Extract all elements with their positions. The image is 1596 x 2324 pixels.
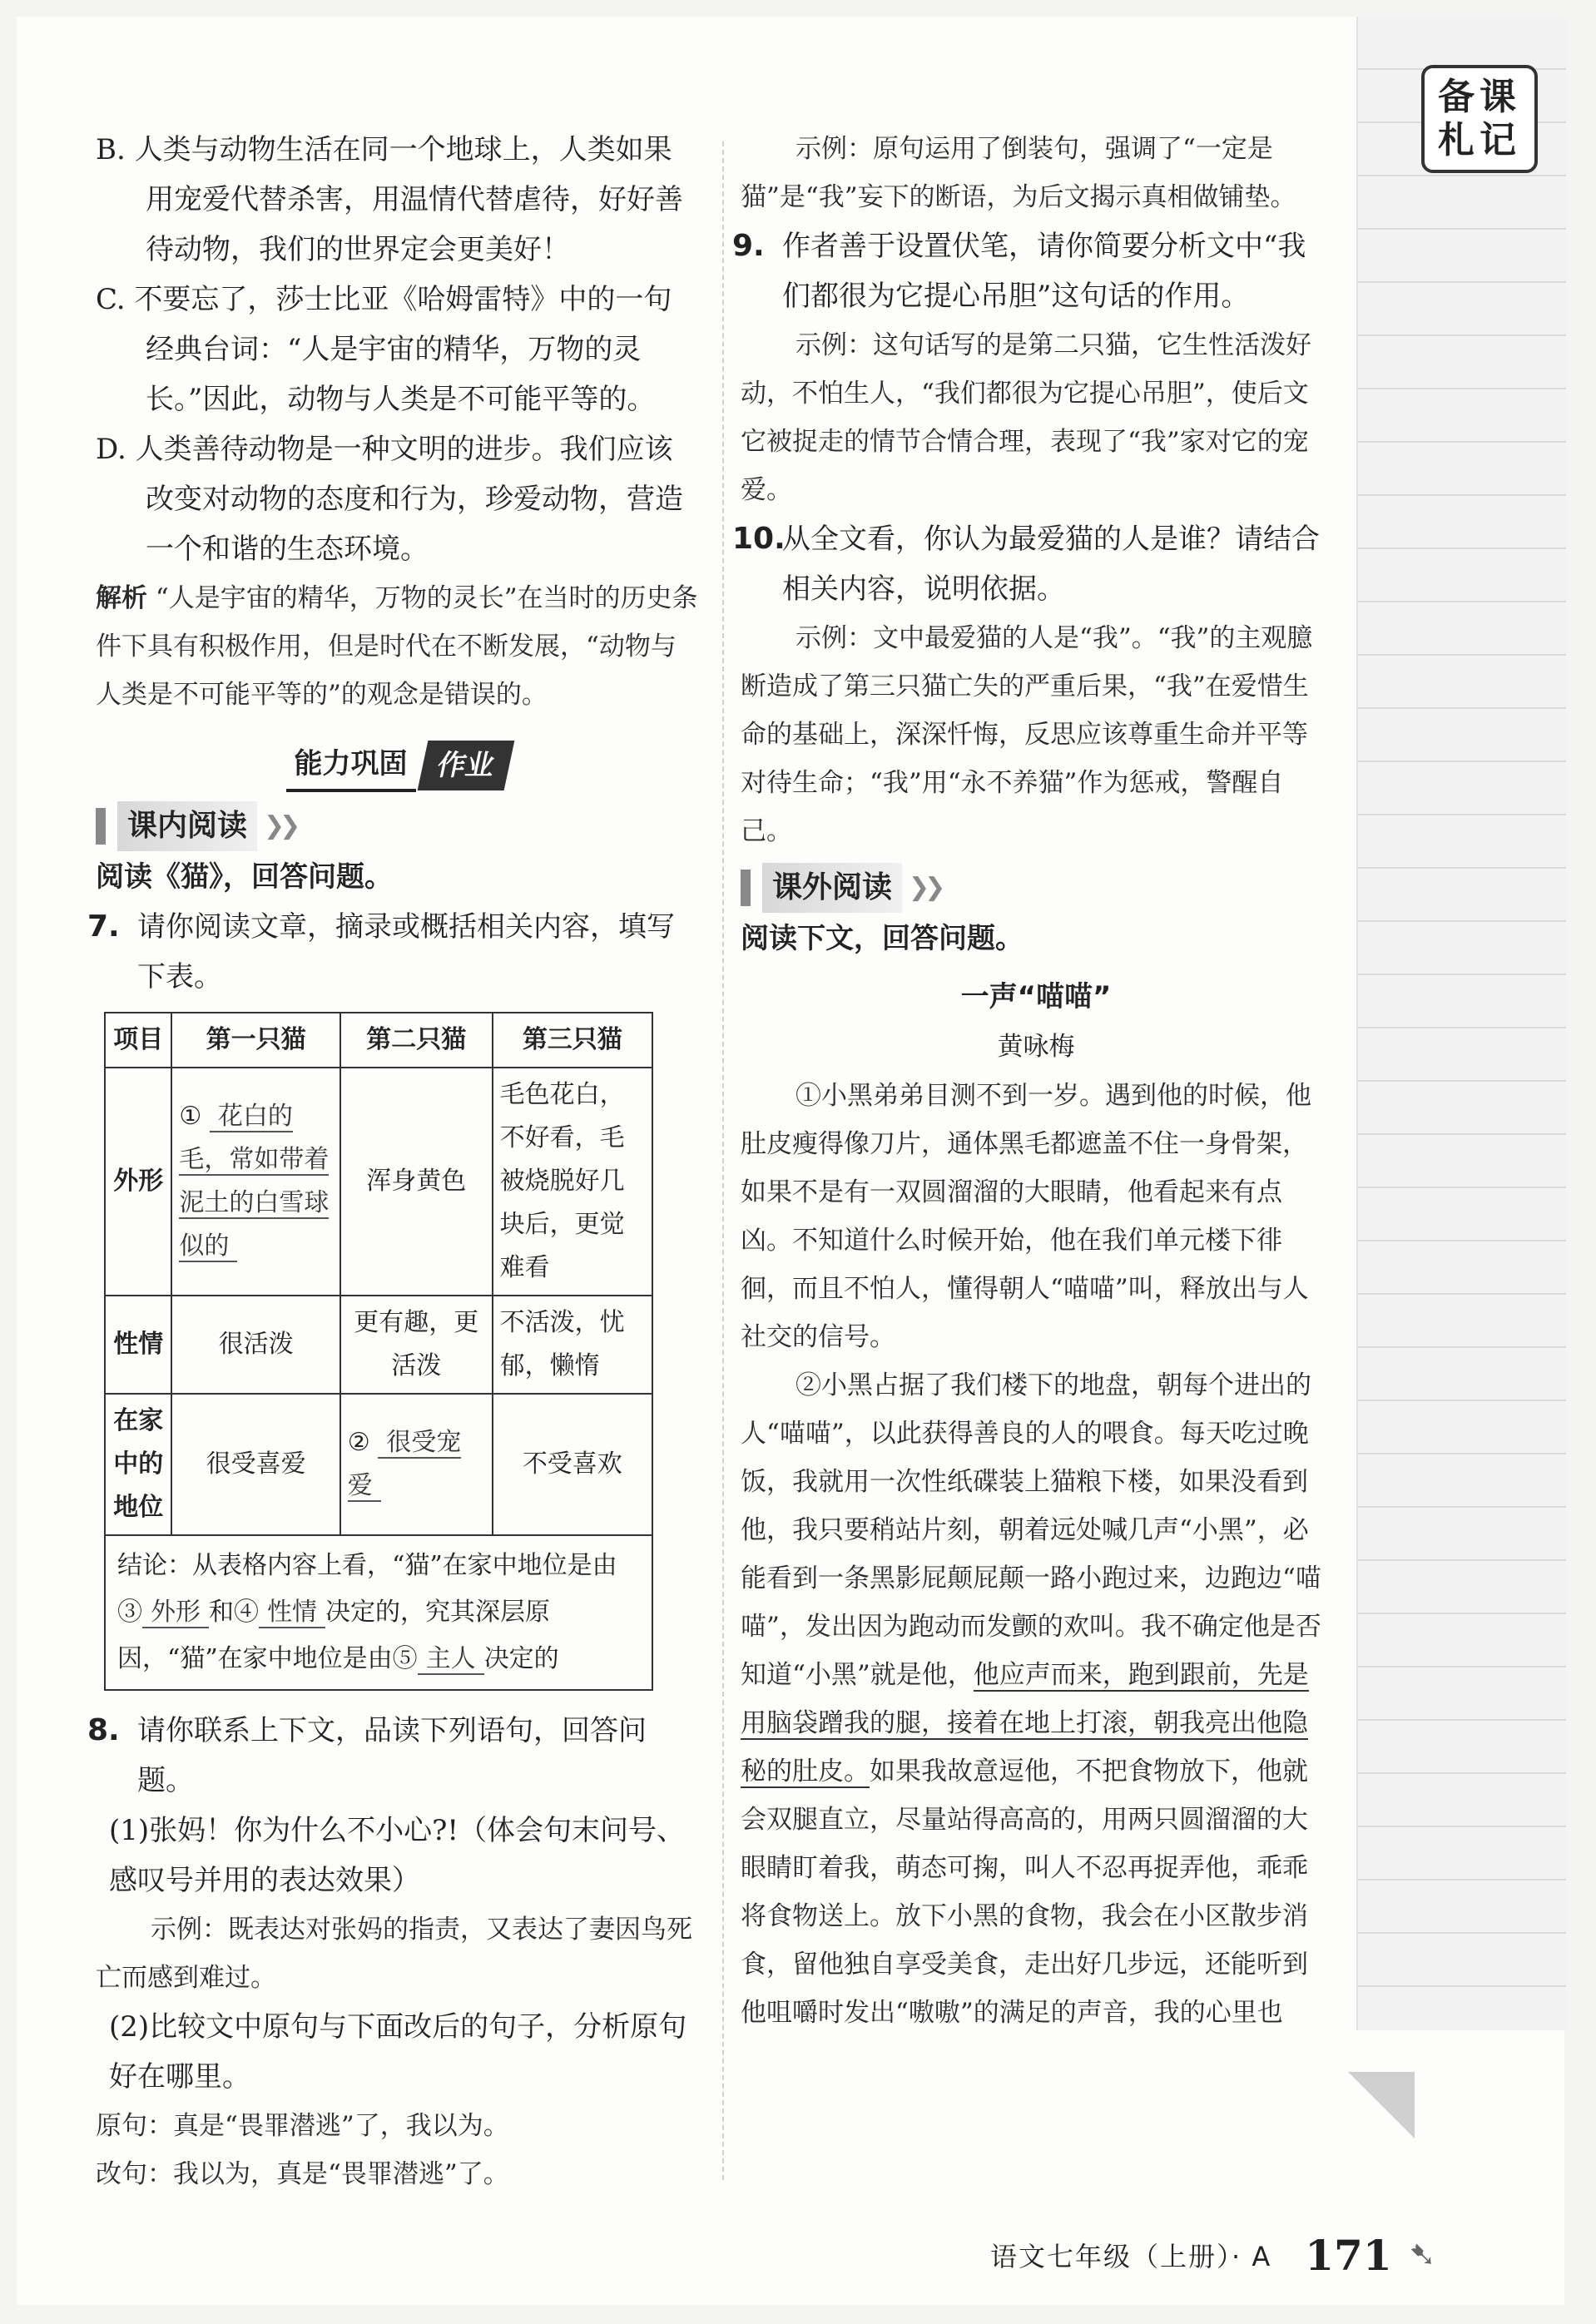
table-cell: 很受喜爱	[171, 1394, 340, 1535]
notes-badge	[1421, 65, 1538, 173]
fill-answer-5: 主人	[418, 1644, 484, 1675]
section-bar	[96, 808, 106, 845]
question-number: 8.	[87, 1713, 120, 1747]
answer-10: 示例：文中最爱猫的人是“我”。“我”的主观臆断造成了第三只猫亡失的严重后果，“我”在爱惜生命的基础上，深深忏悔，反思应该尊重生命并平等对待生命；“我”用“永不养猫”作为惩戒，警醒自己。	[741, 623, 1313, 846]
row-label: 外形	[105, 1068, 171, 1296]
article-title: 一声“喵喵”	[960, 980, 1112, 1013]
section-extracurricular-reading	[741, 862, 1331, 914]
row-label: 性情	[105, 1296, 171, 1394]
answer-8-1: 示例：既表达对张妈的指责，又表达了妻因鸟死亡而感到难过。	[96, 1915, 692, 1993]
table-cell: 很活泼	[171, 1296, 340, 1394]
question-8-sub2: (2)比较文中原句与下面改后的句子，分析原句好在哪里。	[109, 2010, 687, 2094]
table-cell: 不受喜欢	[493, 1394, 652, 1535]
answer-8-2: 示例：原句运用了倒装句，强调了“一定是猫”是“我”妄下的断语，为后文揭示真相做铺垫。	[741, 134, 1296, 212]
page-number: 171	[1305, 2230, 1392, 2280]
question-text: 请你阅读文章，摘录或概括相关内容，填写下表。	[137, 910, 675, 994]
analysis	[96, 574, 699, 719]
right-column	[732, 125, 1331, 2037]
banner-part2: 作业	[417, 741, 514, 790]
section-label: 课外阅读	[762, 863, 902, 913]
page	[17, 17, 1564, 2305]
footer-book-title: 语文七年级（上册）· A	[990, 2241, 1272, 2272]
question-number: 7.	[87, 909, 120, 944]
option-c: C. 不要忘了，莎士比亚《哈姆雷特》中的一句经典台词：“人是宇宙的精华，万物的灵长。”因此，动物与人类是不可能平等的。	[96, 283, 672, 416]
question-text: 请你联系上下文，品读下列语句，回答问题。	[137, 1714, 647, 1797]
question-text: 从全文看，你认为最爱猫的人是谁？请结合相关内容，说明依据。	[782, 523, 1320, 606]
table-header: 项目	[105, 1013, 171, 1068]
table-cell: 浑身黄色	[340, 1068, 493, 1296]
page-footer	[990, 2230, 1556, 2280]
question-7	[87, 902, 699, 1002]
question-text: 作者善于设置伏笔，请你简要分析文中“我们都很为它提心吊胆”这句话的作用。	[782, 230, 1306, 313]
table-header: 第三只猫	[493, 1013, 652, 1068]
question-8-sub1: (1)张妈！你为什么不小心?!（体会句末问号、感叹号并用的表达效果）	[109, 1814, 686, 1897]
double-chevron-icon: ❯❯	[909, 873, 941, 902]
read-instruction: 阅读下文，回答问题。	[741, 922, 1024, 955]
question-number: 10.	[732, 522, 786, 556]
option-d: D. 人类善待动物是一种文明的进步。我们应该改变对动物的态度和行为，珍爱动物，营造一个和谐的生态环境。	[96, 433, 683, 566]
table-header: 第一只猫	[171, 1013, 340, 1068]
read-instruction: 阅读《猫》，回答问题。	[96, 860, 393, 894]
ability-banner	[96, 739, 699, 792]
table-cell: ② 很受宠爱	[340, 1394, 493, 1535]
option-b: B. 人类与动物生活在同一个地球上，人类如果用宠爱代替杀害，用温情代替虐待，好好善待动物，我们的世界定会更美好！	[96, 133, 683, 266]
fill-answer-3: 外形	[142, 1598, 209, 1628]
table-conclusion: 结论：从表格内容上看，“猫”在家中地位是由③ 外形 和④ 性情 决定的，究其深层原因，“猫”在家中地位是由⑤ 主人 决定的	[105, 1535, 652, 1690]
underlined-sentence: 他应声而来，跑到跟前，先是用脑袋蹭我的腿，接着在地上打滚，朝我亮出他隐秘的肚皮。	[741, 1660, 1309, 1786]
table-row	[105, 1296, 652, 1394]
table-cell: 不活泼，忧郁，懒惰	[493, 1296, 652, 1394]
article-author: 黄咏梅	[997, 1032, 1075, 1062]
table-row	[105, 1394, 652, 1535]
double-chevron-icon: ❯❯	[264, 811, 296, 840]
table-header-row	[105, 1013, 652, 1068]
notes-badge-line2: 札记	[1438, 119, 1521, 161]
section-label: 课内阅读	[117, 801, 257, 851]
table-header: 第二只猫	[340, 1013, 493, 1068]
article-paragraph-1: ①小黑弟弟目测不到一岁。遇到他的时候，他肚皮瘦得像刀片，通体黑毛都遮盖不住一身骨架，如果不是有一双圆溜溜的大眼睛，他看起来有点凶。不知道什么时候开始，他在我们单元楼下徘徊，而且不怕人，懂得朝人“喵喵”叫，释放出与人社交的信号。	[741, 1081, 1311, 1352]
left-column	[87, 125, 699, 2198]
question-9	[732, 221, 1331, 321]
table-row	[105, 1068, 652, 1296]
row-label: 在家中的地位	[105, 1394, 171, 1535]
original-sentence: 原句：真是“畏罪潜逃”了，我以为。	[96, 2111, 509, 2141]
article-paragraph-2: ②小黑占据了我们楼下的地盘，朝每个进出的人“喵喵”，以此获得善良的人的喂食。每天吃过晚饭，我就用一次性纸碟装上猫粮下楼，如果没看到他，我只要稍站片刻，朝着远处喊几声“小黑”，必能看到一条黑影屁颠屁颠一路小跑过来，边跑边“喵喵”，发出因为跑动而发颤的欢叫。我不确定他是否知道“小黑”就是他，他应声而来，跑到跟前，先是用脑袋蹭我的腿，接着在地上打滚，朝我亮出他隐秘的肚皮。如果我故意逗他，不把食物放下，他就会双腿直立，尽量站得高高的，用两只圆溜溜的大眼睛盯着我，萌态可掬，叫人不忍再捉弄他，乖乖将食物送上。放下小黑的食物，我会在小区散步消食，留他独自享受美食，走出好几步远，还能听到他咀嚼时发出“嗷嗷”的满足的声音，我的心里也	[741, 1370, 1321, 2028]
page-fold-corner	[1348, 2072, 1415, 2138]
fill-answer-4: 性情	[259, 1598, 325, 1628]
table-cell: 更有趣，更活泼	[340, 1296, 493, 1394]
fill-answer-2: 很受宠爱	[347, 1428, 462, 1500]
question-number: 9.	[732, 229, 765, 263]
analysis-text: “人是宇宙的精华，万物的灵长”在当时的历史条件下具有积极作用，但是时代在不断发展，“动物与人类是不可能平等的”的观念是错误的。	[96, 583, 698, 710]
section-bar	[741, 870, 751, 906]
arrow-decoration-icon: ➷	[1408, 2236, 1437, 2274]
banner-part1: 能力巩固	[286, 739, 416, 792]
table-cell: 毛色花白，不好看，毛被烧脱好几块后，更觉难看	[493, 1068, 652, 1296]
question-10	[732, 514, 1331, 614]
fill-answer-1: 花白的毛，常如带着泥土的白雪球似的	[179, 1102, 330, 1261]
modified-sentence: 改句：我以为，真是“畏罪潜逃”了。	[96, 2159, 509, 2189]
table-cell: ① 花白的毛，常如带着泥土的白雪球似的	[171, 1068, 340, 1296]
section-in-class-reading	[96, 800, 699, 852]
analysis-label: 解析	[96, 583, 147, 613]
cat-table	[104, 1012, 653, 1691]
table-row	[105, 1535, 652, 1690]
notes-strip	[1356, 17, 1566, 2030]
column-divider	[722, 141, 724, 2180]
answer-9: 示例：这句话写的是第二只猫，它生性活泼好动，不怕生人，“我们都很为它提心吊胆”，使后文它被捉走的情节合情合理，表现了“我”家对它的宠爱。	[741, 330, 1311, 505]
notes-badge-line1: 备课	[1438, 76, 1521, 118]
question-8	[87, 1706, 699, 1806]
